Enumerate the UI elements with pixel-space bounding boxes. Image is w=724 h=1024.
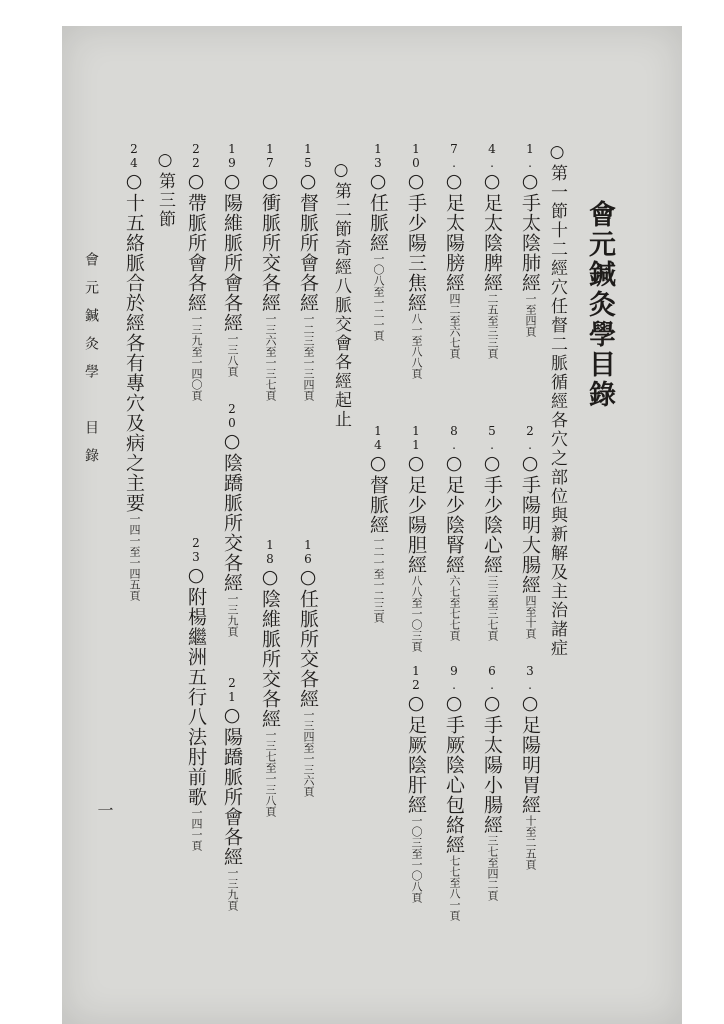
entry-title: ○手厥陰心包絡經 [443, 692, 465, 855]
toc-entry-9[interactable] [444, 664, 463, 921]
toc-entry-16[interactable] [298, 538, 317, 797]
toc-entry-11[interactable] [406, 424, 425, 652]
entry-number: 1. [523, 142, 537, 170]
entry-number: 2. [523, 424, 537, 452]
entry-title: ○陽蹻脈所會各經 [221, 704, 243, 867]
entry-pages: 二五至三三頁 [486, 293, 499, 359]
entry-pages: 一四一至一四五頁 [128, 513, 141, 601]
entry-pages: 一三九至一四〇頁 [190, 313, 203, 401]
toc-entry-4[interactable] [482, 142, 501, 359]
toc-entry-8[interactable] [444, 424, 463, 641]
entry-pages: 一三九頁 [226, 867, 239, 911]
section-heading-3: ○第三節 [155, 150, 175, 229]
entry-title: ○足陽明胃經 [519, 692, 541, 815]
toc-entry-17[interactable] [260, 142, 279, 401]
entry-title: ○手陽明大腸經 [519, 452, 541, 595]
entry-title: ○足少陽胆經 [405, 452, 427, 575]
entry-number: 13 [371, 142, 385, 170]
entry-number: 9. [447, 664, 461, 692]
entry-pages: 四至十頁 [524, 595, 537, 639]
entry-number: 7. [447, 142, 461, 170]
entry-number: 18 [263, 538, 277, 566]
entry-number: 14 [371, 424, 385, 452]
entry-title: ○足少陰腎經 [443, 452, 465, 575]
entry-pages: 一三九頁 [226, 593, 239, 637]
entry-pages: 一三六至一三七頁 [264, 313, 277, 401]
entry-number: 8. [447, 424, 461, 452]
entry-title: ○督脈經 [367, 452, 389, 535]
entry-number: 22 [189, 142, 203, 170]
entry-number: 11 [409, 424, 423, 452]
toc-entry-15[interactable] [298, 142, 317, 401]
toc-entry-13[interactable] [368, 142, 387, 341]
toc-entry-19[interactable] [222, 142, 241, 377]
entry-title: ○足太陽膀經 [443, 170, 465, 293]
page-number: 一 [95, 802, 114, 818]
toc-entry-10[interactable] [406, 142, 425, 379]
entry-title: ○衝脈所交各經 [259, 170, 281, 313]
entry-number: 6. [485, 664, 499, 692]
entry-pages: 十至二五頁 [524, 815, 537, 870]
entry-title: ○手少陽三焦經 [405, 170, 427, 313]
entry-pages: 一二三至一三四頁 [302, 313, 315, 401]
entry-pages: 八八至一〇三頁 [410, 575, 423, 652]
entry-number: 17 [263, 142, 277, 170]
entry-pages: 一〇八至一二一頁 [372, 253, 385, 341]
toc-entry-21[interactable] [222, 676, 241, 911]
entry-title: ○任脈經 [367, 170, 389, 253]
entry-number: 12 [409, 664, 423, 692]
entry-number: 3. [523, 664, 537, 692]
toc-entry-12[interactable] [406, 664, 425, 903]
entry-title: ○陰蹻脈所交各經 [221, 430, 243, 593]
entry-title: ○十五絡脈合於經各有專穴及病之主要 [123, 170, 145, 513]
entry-number: 19 [225, 142, 239, 170]
entry-title: ○手太陽小腸經 [481, 692, 503, 835]
entry-number: 10 [409, 142, 423, 170]
toc-entry-2[interactable] [520, 424, 539, 639]
entry-number: 21 [225, 676, 239, 704]
toc-entry-7[interactable] [444, 142, 463, 359]
entry-pages: 一三八頁 [226, 333, 239, 377]
section-heading-2: ○第二節奇經八脈交會各經起止 [331, 160, 351, 429]
entry-title: ○陽維脈所會各經 [221, 170, 243, 333]
entry-title: ○足厥陰肝經 [405, 692, 427, 815]
entry-title: ○附楊繼洲五行八法肘前歌 [185, 564, 207, 807]
entry-pages: 四二至六七頁 [448, 293, 461, 359]
toc-entry-20[interactable] [222, 402, 241, 637]
entry-title: ○帶脈所會各經 [185, 170, 207, 313]
page-title: 會元鍼灸學目錄 [584, 200, 615, 410]
entry-pages: 一〇三至一〇八頁 [410, 815, 423, 903]
entry-number: 24 [127, 142, 141, 170]
toc-entry-23[interactable] [186, 536, 205, 851]
toc-entry-24[interactable] [124, 142, 143, 601]
entry-title: ○督脈所會各經 [297, 170, 319, 313]
entry-title: ○手少陰心經 [481, 452, 503, 575]
entry-pages: 一四一頁 [190, 807, 203, 851]
entry-pages: 一二一至一二三頁 [372, 535, 385, 623]
entry-number: 4. [485, 142, 499, 170]
entry-title: ○足太陰脾經 [481, 170, 503, 293]
running-head: 會元鍼灸學 目錄 [83, 252, 99, 476]
toc-entry-5[interactable] [482, 424, 501, 641]
entry-number: 16 [301, 538, 315, 566]
entry-pages: 三三至三七頁 [486, 575, 499, 641]
entry-pages: 一三四至一三六頁 [302, 709, 315, 797]
entry-pages: 一至四頁 [524, 293, 537, 337]
toc-entry-6[interactable] [482, 664, 501, 901]
toc-entry-22[interactable] [186, 142, 205, 401]
entry-pages: 一三七至一三八頁 [264, 729, 277, 817]
entry-number: 15 [301, 142, 315, 170]
page-sheet [62, 26, 682, 1024]
section-heading-1: ○第一節十二經穴任督二脈循經各穴之部位與新解及主治諸症 [547, 142, 567, 658]
toc-entry-3[interactable] [520, 664, 539, 870]
toc-entry-18[interactable] [260, 538, 279, 817]
entry-number: 20 [225, 402, 239, 430]
entry-number: 5. [485, 424, 499, 452]
entry-pages: 七七至八一頁 [448, 855, 461, 921]
entry-title: ○任脈所交各經 [297, 566, 319, 709]
entry-pages: 三七至四二頁 [486, 835, 499, 901]
entry-number: 23 [189, 536, 203, 564]
toc-entry-14[interactable] [368, 424, 387, 623]
entry-pages: 八一至八八頁 [410, 313, 423, 379]
entry-pages: 六七至七七頁 [448, 575, 461, 641]
toc-entry-1[interactable] [520, 142, 539, 337]
entry-title: ○手太陰肺經 [519, 170, 541, 293]
entry-title: ○陰維脈所交各經 [259, 566, 281, 729]
